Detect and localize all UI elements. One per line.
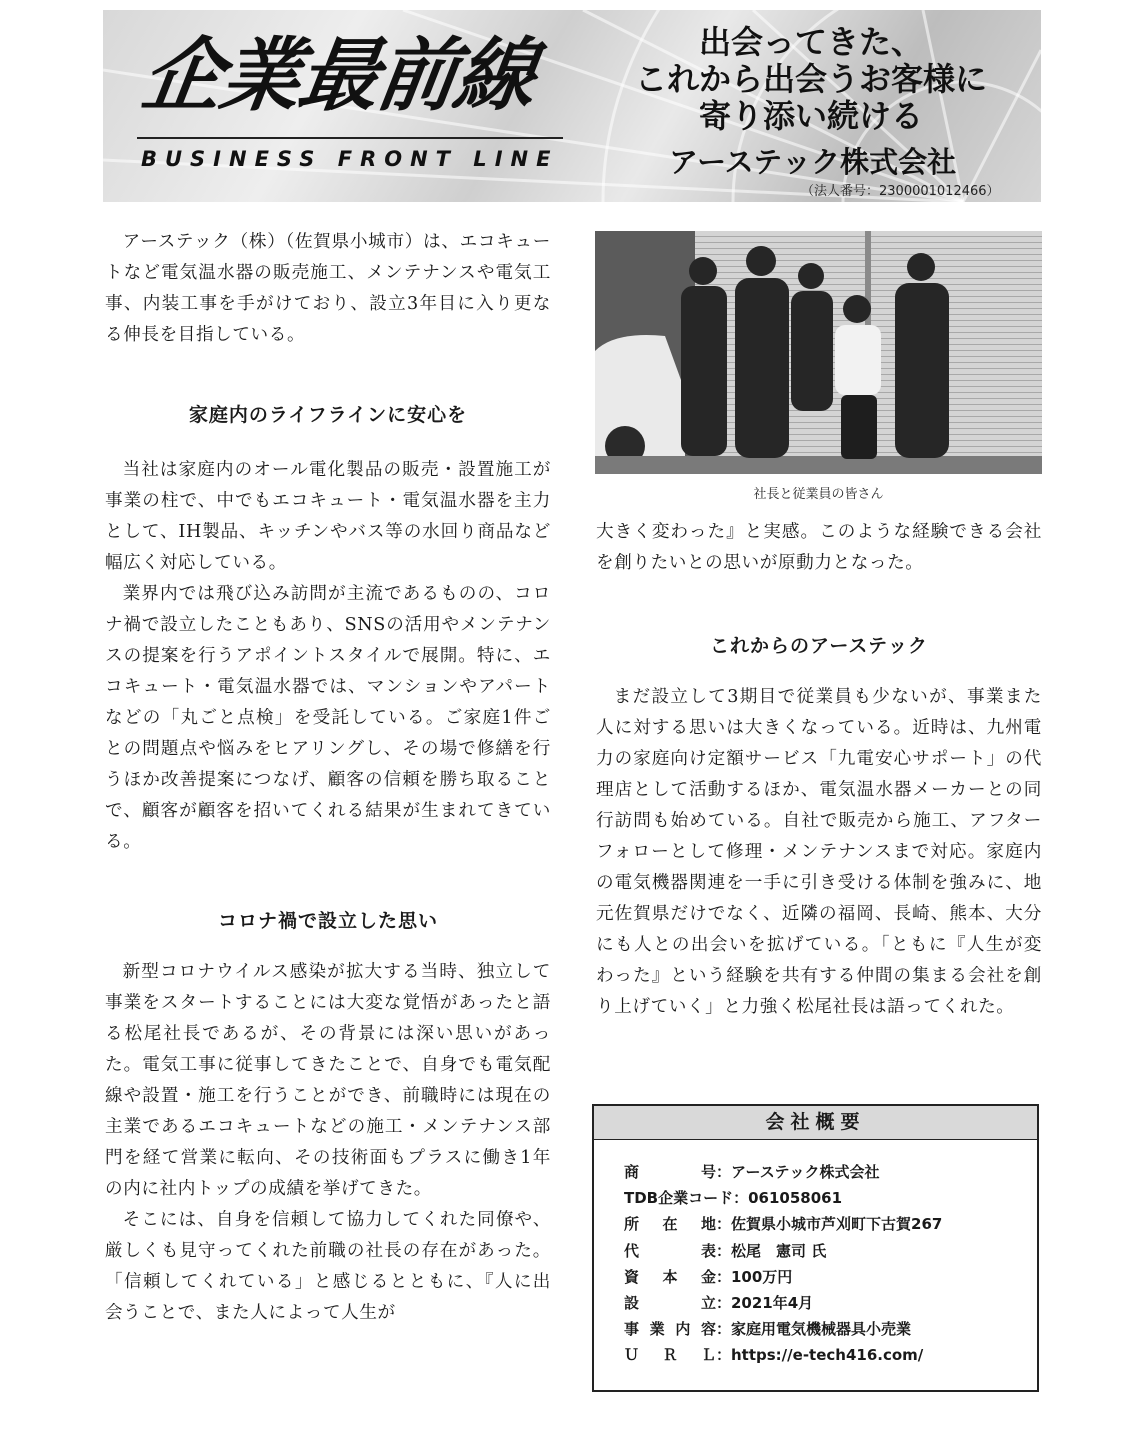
logo-divider bbox=[137, 137, 563, 139]
profile-key: 代 表 bbox=[624, 1241, 716, 1260]
right-column bbox=[596, 517, 1042, 1023]
profile-row bbox=[624, 1159, 942, 1185]
profile-row bbox=[624, 1342, 942, 1368]
body-paragraph: まだ設立して3期目で従業員も少ないが、事業また人に対する思いは大きくなっている。近時は、九州電力の家庭向け定額サービス「九電安心サポート」の代理店として活動するほか、電気温水器メーカーとの同行訪問も始めている。自社で販売から施工、アフターフォローとして修理・メンテナンスまで対応。家庭内の電気機器関連を一手に引き受ける体制を強みに、地元佐賀県だけでなく、近隣の福岡、長崎、熊本、大分にも人との出会いを拡げている。「ともに『人生が変わった』という経験を共有する仲間の集まる会社を創り上げていく」と力強く松尾社長は語ってくれた。 bbox=[596, 687, 1042, 1017]
corporate-number: （法人番号：2300001012466） bbox=[801, 184, 1000, 199]
profile-key: 事業内容 bbox=[624, 1320, 716, 1339]
profile-value: ：2021年4月 bbox=[716, 1294, 814, 1313]
profile-row bbox=[624, 1290, 942, 1316]
headline-line: 寄り添い続ける bbox=[698, 97, 923, 135]
header-banner bbox=[103, 10, 1041, 202]
profile-key: 所 在 地 bbox=[624, 1215, 716, 1234]
profile-value: ：家庭用電気機械器具小売業 bbox=[716, 1320, 912, 1339]
profile-value: ：佐賀県小城市芦刈町下古賀267 bbox=[716, 1215, 943, 1234]
profile-key: ＵＲＬ bbox=[624, 1346, 716, 1365]
feature-logo-subtitle: BUSINESS FRONT LINE bbox=[141, 147, 559, 171]
staff-photo-image bbox=[595, 231, 1042, 474]
profile-value: ：061058061 bbox=[733, 1189, 843, 1208]
company-profile-box bbox=[592, 1104, 1039, 1392]
staff-photo bbox=[595, 231, 1042, 474]
photo-caption: 社長と従業員の皆さん bbox=[753, 487, 884, 502]
profile-key: 資 本 金 bbox=[624, 1267, 716, 1286]
body-paragraph: 大きく変わった』と実感。このような経験できる会社を創りたいとの思いが原動力となった。 bbox=[596, 522, 1042, 573]
headline-line: 出会ってきた、 bbox=[698, 23, 923, 61]
profile-value: ：100万円 bbox=[716, 1267, 793, 1286]
company-profile-title: 会社概要 bbox=[594, 1106, 1037, 1140]
body-paragraph: 業界内では飛び込み訪問が主流であるものの、コロナ禍で設立したこともあり、SNSの活用やメンテナンスの提案を行うアポイントスタイルで展開。特に、エコキュート・電気温水器では、マンションやアパートなどの「丸ごと点検」を受託している。ご家庭1件ごとの問題点や悩みをヒアリングし、その場で修繕を行うほか改善提案につなげ、顧客の信頼を勝ち取ることで、顧客が顧客を招いてくれる結果が生まれてきている。 bbox=[105, 584, 551, 852]
profile-row bbox=[624, 1238, 942, 1264]
profile-row bbox=[624, 1264, 942, 1290]
body-paragraph: そこには、自身を信頼して協力してくれた同僚や、厳しくも見守ってくれた前職の社長の存在があった。「信頼してくれている」と感じるとともに、『人に出会うことで、また人によって人生が bbox=[105, 1210, 551, 1323]
lead-paragraph: アーステック（株）（佐賀県小城市）は、エコキュートなど電気温水器の販売施工、メンテナンスや電気工事、内装工事を手がけており、設立3年目に入り更なる伸長を目指している。 bbox=[105, 232, 551, 345]
section-heading: 家庭内のライフラインに安心を bbox=[188, 404, 468, 426]
profile-value: ：松尾 憲司 氏 bbox=[716, 1241, 827, 1260]
headline-line: これから出会うお客様に bbox=[634, 60, 987, 98]
profile-url[interactable]: ：https://e-tech416.com/ bbox=[716, 1346, 924, 1365]
body-paragraph: 当社は家庭内のオール電化製品の販売・設置施工が事業の柱で、中でもエコキュート・電気温水器を主力として、IH製品、キッチンやバス等の水回り商品など幅広く対応している。 bbox=[105, 460, 551, 573]
body-paragraph: 新型コロナウイルス感染が拡大する当時、独立して事業をスタートすることには大変な覚悟があったと語る松尾社長であるが、その背景には深い思いがあった。電気工事に従事してきたことで、自身でも電気配線や設置・施工を行うことができ、前職時には現在の主業であるエコキュートなどの施工・メンテナンス部門を経て営業に転向、その技術面もプラスに働き1年の内に社内トップの成績を挙げてきた。 bbox=[105, 962, 551, 1199]
company-name: アーステック株式会社 bbox=[669, 145, 957, 179]
profile-row bbox=[624, 1211, 942, 1237]
profile-key: TDB企業コード bbox=[624, 1189, 734, 1208]
profile-key: 商 号 bbox=[624, 1163, 716, 1181]
profile-row bbox=[624, 1185, 942, 1211]
profile-value: ：アーステック株式会社 bbox=[716, 1163, 880, 1181]
feature-logo: 企業最前線 bbox=[136, 29, 540, 122]
left-column bbox=[105, 227, 551, 1329]
section-heading: コロナ禍で設立した思い bbox=[217, 910, 438, 932]
section-heading: これからのアーステック bbox=[709, 635, 929, 657]
profile-row bbox=[624, 1316, 942, 1342]
headline bbox=[601, 24, 1021, 135]
company-profile-list bbox=[624, 1159, 942, 1369]
profile-key: 設 立 bbox=[624, 1294, 716, 1313]
